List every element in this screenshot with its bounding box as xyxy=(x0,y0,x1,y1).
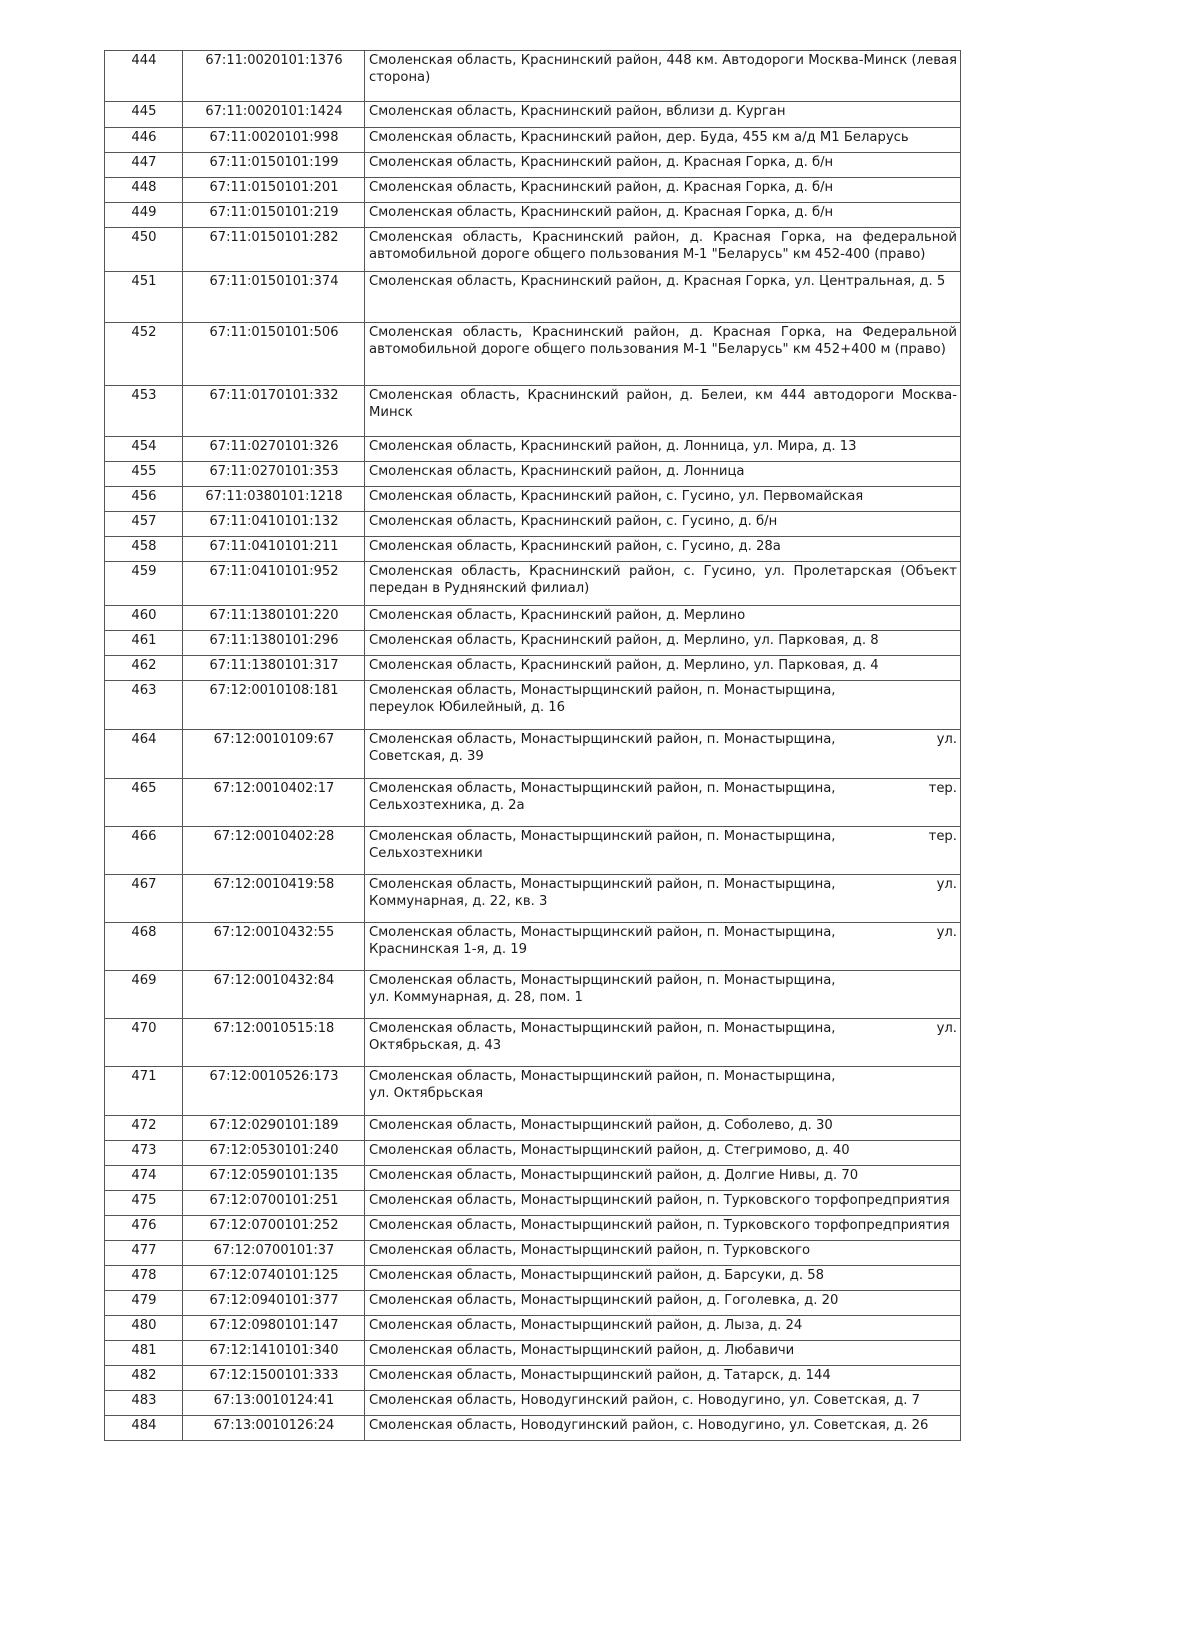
table-row xyxy=(105,1019,961,1067)
cadastral-number: 67:12:0290101:189 xyxy=(183,1116,365,1141)
table-row xyxy=(105,537,961,562)
row-number: 478 xyxy=(105,1266,183,1291)
table-row xyxy=(105,462,961,487)
cadastral-number: 67:12:0010109:67 xyxy=(183,730,365,779)
address-cell xyxy=(365,1416,961,1441)
table-row xyxy=(105,102,961,128)
table-row xyxy=(105,1141,961,1166)
cadastral-number: 67:11:0150101:199 xyxy=(183,153,365,178)
row-number: 473 xyxy=(105,1141,183,1166)
address-cell xyxy=(365,512,961,537)
cadastral-number: 67:11:0150101:201 xyxy=(183,178,365,203)
address-cell xyxy=(365,827,961,875)
table-row xyxy=(105,1391,961,1416)
address-text: Смоленская область, Краснинский район, д. Мерлино, ул. Парковая, д. 4 xyxy=(369,658,879,673)
table-row xyxy=(105,512,961,537)
address-cell xyxy=(365,1019,961,1067)
row-number: 457 xyxy=(105,512,183,537)
address-cell xyxy=(365,562,961,606)
row-number: 446 xyxy=(105,128,183,153)
row-number: 444 xyxy=(105,51,183,102)
row-number: 452 xyxy=(105,323,183,386)
row-number: 466 xyxy=(105,827,183,875)
cadastral-number: 67:12:0010402:17 xyxy=(183,779,365,827)
address-text: Смоленская область, Монастырщинский район, п. Монастырщина, xyxy=(369,877,836,892)
table-body xyxy=(105,51,961,1441)
address-text-continued: Краснинская 1-я, д. 19 xyxy=(369,941,528,957)
row-number: 462 xyxy=(105,656,183,681)
cadastral-number: 67:11:0410101:952 xyxy=(183,562,365,606)
row-number: 455 xyxy=(105,462,183,487)
table-row xyxy=(105,203,961,228)
address-text: Смоленская область, Краснинский район, д. Лонница, ул. Мира, д. 13 xyxy=(369,439,857,454)
address-cell xyxy=(365,1216,961,1241)
table-row xyxy=(105,1191,961,1216)
table-row xyxy=(105,1416,961,1441)
cadastral-number: 67:12:0700101:37 xyxy=(183,1241,365,1266)
cadastral-number: 67:11:0150101:506 xyxy=(183,323,365,386)
address-text: Смоленская область, Новодугинский район, с. Новодугино, ул. Советская, д. 7 xyxy=(369,1393,921,1408)
address-text: Смоленская область, Монастырщинский район, д. Соболево, д. 30 xyxy=(369,1118,833,1133)
cadastral-number: 67:11:1380101:317 xyxy=(183,656,365,681)
address-cell xyxy=(365,1341,961,1366)
address-text: Смоленская область, Монастырщинский район, д. Барсуки, д. 58 xyxy=(369,1268,824,1283)
address-text: Смоленская область, Монастырщинский район, п. Монастырщина, xyxy=(369,1021,836,1036)
row-number: 465 xyxy=(105,779,183,827)
address-text: Смоленская область, Краснинский район, с. Гусино, ул. Первомайская xyxy=(369,489,864,504)
cadastral-number: 67:12:0010402:28 xyxy=(183,827,365,875)
table-row xyxy=(105,1067,961,1116)
address-cell xyxy=(365,437,961,462)
address-text: Смоленская область, Монастырщинский район, п. Монастырщина, xyxy=(369,683,836,698)
address-text: Смоленская область, Краснинский район, с. Гусино, д. 28а xyxy=(369,539,781,554)
table-row xyxy=(105,1216,961,1241)
cadastral-number: 67:11:0020101:1424 xyxy=(183,102,365,128)
address-text: Смоленская область, Монастырщинский район, п. Монастырщина, xyxy=(369,1069,836,1084)
cadastral-number: 67:12:1410101:340 xyxy=(183,1341,365,1366)
table-row xyxy=(105,272,961,323)
address-cell xyxy=(365,1266,961,1291)
row-number: 460 xyxy=(105,606,183,631)
address-text: Смоленская область, Монастырщинский район, п. Монастырщина, xyxy=(369,829,836,844)
row-number: 463 xyxy=(105,681,183,730)
table-row xyxy=(105,971,961,1019)
row-number: 448 xyxy=(105,178,183,203)
address-street-type: ул. xyxy=(936,877,957,892)
address-text: Смоленская область, Монастырщинский район, п. Турковского торфопредприятия xyxy=(369,1193,950,1208)
address-text-continued: Коммунарная, д. 22, кв. 3 xyxy=(369,893,548,909)
address-text: Смоленская область, Краснинский район, д. Мерлино xyxy=(369,608,746,623)
address-text: Смоленская область, Краснинский район, д. Красная Горка, д. б/н xyxy=(369,155,834,170)
address-text: Смоленская область, Монастырщинский район, п. Монастырщина, xyxy=(369,925,836,940)
address-cell xyxy=(365,1391,961,1416)
address-text: Смоленская область, Краснинский район, д. Красная Горка, д. б/н xyxy=(369,180,834,195)
address-cell xyxy=(365,631,961,656)
cadastral-number: 67:11:0170101:332 xyxy=(183,386,365,437)
row-number: 467 xyxy=(105,875,183,923)
row-number: 447 xyxy=(105,153,183,178)
cadastral-number: 67:12:0010432:84 xyxy=(183,971,365,1019)
cadastral-number: 67:11:0020101:1376 xyxy=(183,51,365,102)
table-row xyxy=(105,1291,961,1316)
address-text: Смоленская область, Монастырщинский район, д. Татарск, д. 144 xyxy=(369,1368,831,1383)
table-row xyxy=(105,1341,961,1366)
table-row xyxy=(105,875,961,923)
address-cell xyxy=(365,203,961,228)
cadastral-number: 67:13:0010124:41 xyxy=(183,1391,365,1416)
address-cell xyxy=(365,272,961,323)
address-cell xyxy=(365,128,961,153)
address-cell xyxy=(365,681,961,730)
address-text-continued: Октябрьская, д. 43 xyxy=(369,1037,502,1053)
cadastral-number: 67:12:0010419:58 xyxy=(183,875,365,923)
address-cell xyxy=(365,1291,961,1316)
cadastral-number: 67:11:1380101:296 xyxy=(183,631,365,656)
address-cell xyxy=(365,487,961,512)
row-number: 474 xyxy=(105,1166,183,1191)
row-number: 479 xyxy=(105,1291,183,1316)
address-text: Смоленская область, Монастырщинский район, д. Лыза, д. 24 xyxy=(369,1318,803,1333)
row-number: 477 xyxy=(105,1241,183,1266)
row-number: 480 xyxy=(105,1316,183,1341)
table-row xyxy=(105,827,961,875)
cadastral-number: 67:12:1500101:333 xyxy=(183,1366,365,1391)
address-cell xyxy=(365,153,961,178)
cadastral-number: 67:12:0590101:135 xyxy=(183,1166,365,1191)
address-text: Смоленская область, Монастырщинский район, д. Долгие Нивы, д. 70 xyxy=(369,1168,859,1183)
cadastral-number: 67:12:0740101:125 xyxy=(183,1266,365,1291)
property-register-table xyxy=(104,50,961,1441)
row-number: 472 xyxy=(105,1116,183,1141)
table-row xyxy=(105,1366,961,1391)
cadastral-number: 67:13:0010126:24 xyxy=(183,1416,365,1441)
row-number: 459 xyxy=(105,562,183,606)
cadastral-number: 67:12:0700101:251 xyxy=(183,1191,365,1216)
row-number: 481 xyxy=(105,1341,183,1366)
address-text: Смоленская область, Краснинский район, с. Гусино, д. б/н xyxy=(369,514,778,529)
address-cell xyxy=(365,1141,961,1166)
cadastral-number: 67:11:0150101:219 xyxy=(183,203,365,228)
address-text: Смоленская область, Краснинский район, д. Мерлино, ул. Парковая, д. 8 xyxy=(369,633,879,648)
cadastral-number: 67:11:0270101:326 xyxy=(183,437,365,462)
row-number: 458 xyxy=(105,537,183,562)
address-text: Смоленская область, Краснинский район, д. Красная Горка, на Федеральной автомобильной дороге общего пользования М-1 "Беларусь" км 452+400 м (право) xyxy=(369,325,957,357)
address-cell xyxy=(365,656,961,681)
table-row xyxy=(105,1316,961,1341)
address-text: Смоленская область, Монастырщинский район, п. Монастырщина, xyxy=(369,732,836,747)
table-row xyxy=(105,437,961,462)
table-row xyxy=(105,923,961,971)
address-cell xyxy=(365,323,961,386)
table-row xyxy=(105,153,961,178)
row-number: 469 xyxy=(105,971,183,1019)
table-row xyxy=(105,681,961,730)
table-row xyxy=(105,606,961,631)
row-number: 456 xyxy=(105,487,183,512)
address-cell xyxy=(365,875,961,923)
address-cell xyxy=(365,537,961,562)
address-street-type: тер. xyxy=(928,829,957,844)
table-row xyxy=(105,51,961,102)
address-text-continued: Сельхозтехника, д. 2а xyxy=(369,797,525,813)
cadastral-number: 67:11:0020101:998 xyxy=(183,128,365,153)
address-text: Смоленская область, Краснинский район, с. Гусино, ул. Пролетарская (Объект передан в Руднянский филиал) xyxy=(369,564,957,596)
address-text-continued: Советская, д. 39 xyxy=(369,748,484,764)
table-row xyxy=(105,1116,961,1141)
row-number: 461 xyxy=(105,631,183,656)
address-cell xyxy=(365,1166,961,1191)
address-cell xyxy=(365,1191,961,1216)
table-row xyxy=(105,1166,961,1191)
address-street-type: ул. xyxy=(936,732,957,747)
address-cell xyxy=(365,462,961,487)
address-cell xyxy=(365,923,961,971)
cadastral-number: 67:11:1380101:220 xyxy=(183,606,365,631)
address-cell xyxy=(365,730,961,779)
cadastral-number: 67:11:0380101:1218 xyxy=(183,487,365,512)
address-text: Смоленская область, Монастырщинский район, д. Стегримово, д. 40 xyxy=(369,1143,850,1158)
address-cell xyxy=(365,1316,961,1341)
row-number: 445 xyxy=(105,102,183,128)
address-cell xyxy=(365,1241,961,1266)
address-text: Смоленская область, Краснинский район, д. Лонница xyxy=(369,464,745,479)
cadastral-number: 67:11:0410101:211 xyxy=(183,537,365,562)
table-row xyxy=(105,562,961,606)
address-text: Смоленская область, Краснинский район, 448 км. Автодороги Москва-Минск (левая сторона) xyxy=(369,53,957,85)
address-street-type: тер. xyxy=(928,781,957,796)
address-cell xyxy=(365,51,961,102)
cadastral-number: 67:12:0010432:55 xyxy=(183,923,365,971)
table-row xyxy=(105,656,961,681)
address-cell xyxy=(365,228,961,272)
address-text: Смоленская область, Новодугинский район, с. Новодугино, ул. Советская, д. 26 xyxy=(369,1418,929,1433)
address-text-continued: переулок Юбилейный, д. 16 xyxy=(369,699,566,715)
address-text: Смоленская область, Краснинский район, д. Красная Горка, ул. Центральная, д. 5 xyxy=(369,274,946,289)
row-number: 454 xyxy=(105,437,183,462)
table-row xyxy=(105,228,961,272)
row-number: 449 xyxy=(105,203,183,228)
cadastral-number: 67:11:0410101:132 xyxy=(183,512,365,537)
row-number: 468 xyxy=(105,923,183,971)
cadastral-number: 67:12:0010515:18 xyxy=(183,1019,365,1067)
address-text: Смоленская область, Краснинский район, д. Красная Горка, на федеральной автомобильной дороге общего пользования М-1 "Беларусь" км 452-400 (право) xyxy=(369,230,957,262)
address-text: Смоленская область, Монастырщинский район, п. Турковского торфопредприятия xyxy=(369,1218,950,1233)
address-text: Смоленская область, Монастырщинский район, п. Монастырщина, xyxy=(369,781,836,796)
row-number: 482 xyxy=(105,1366,183,1391)
table-row xyxy=(105,730,961,779)
cadastral-number: 67:12:0940101:377 xyxy=(183,1291,365,1316)
cadastral-number: 67:12:0010108:181 xyxy=(183,681,365,730)
address-text: Смоленская область, Краснинский район, д. Белеи, км 444 автодороги Москва-Минск xyxy=(369,388,957,420)
address-text-continued: ул. Октябрьская xyxy=(369,1085,484,1101)
cadastral-number: 67:11:0150101:374 xyxy=(183,272,365,323)
cadastral-number: 67:12:0010526:173 xyxy=(183,1067,365,1116)
address-cell xyxy=(365,386,961,437)
row-number: 471 xyxy=(105,1067,183,1116)
row-number: 453 xyxy=(105,386,183,437)
table-row xyxy=(105,386,961,437)
cadastral-number: 67:12:0980101:147 xyxy=(183,1316,365,1341)
address-street-type: ул. xyxy=(936,925,957,940)
table-row xyxy=(105,487,961,512)
row-number: 484 xyxy=(105,1416,183,1441)
address-street-type: ул. xyxy=(936,1021,957,1036)
row-number: 483 xyxy=(105,1391,183,1416)
row-number: 475 xyxy=(105,1191,183,1216)
row-number: 464 xyxy=(105,730,183,779)
address-cell xyxy=(365,1366,961,1391)
cadastral-number: 67:12:0700101:252 xyxy=(183,1216,365,1241)
table-row xyxy=(105,178,961,203)
address-cell xyxy=(365,1116,961,1141)
cadastral-number: 67:12:0530101:240 xyxy=(183,1141,365,1166)
address-cell xyxy=(365,606,961,631)
address-text: Смоленская область, Краснинский район, д. Красная Горка, д. б/н xyxy=(369,205,834,220)
address-text: Смоленская область, Краснинский район, вблизи д. Курган xyxy=(369,104,786,119)
address-text-continued: ул. Коммунарная, д. 28, пом. 1 xyxy=(369,989,583,1005)
address-cell xyxy=(365,102,961,128)
table-row xyxy=(105,323,961,386)
row-number: 450 xyxy=(105,228,183,272)
row-number: 470 xyxy=(105,1019,183,1067)
address-text: Смоленская область, Краснинский район, дер. Буда, 455 км а/д М1 Беларусь xyxy=(369,130,909,145)
row-number: 476 xyxy=(105,1216,183,1241)
table-row xyxy=(105,128,961,153)
table-row xyxy=(105,1241,961,1266)
table-row xyxy=(105,1266,961,1291)
address-cell xyxy=(365,178,961,203)
table-row xyxy=(105,631,961,656)
address-text: Смоленская область, Монастырщинский район, д. Любавичи xyxy=(369,1343,795,1358)
address-text-continued: Сельхозтехники xyxy=(369,845,483,861)
address-cell xyxy=(365,1067,961,1116)
address-text: Смоленская область, Монастырщинский район, п. Монастырщина, xyxy=(369,973,836,988)
address-cell xyxy=(365,971,961,1019)
address-text: Смоленская область, Монастырщинский район, п. Турковского xyxy=(369,1243,811,1258)
row-number: 451 xyxy=(105,272,183,323)
cadastral-number: 67:11:0150101:282 xyxy=(183,228,365,272)
address-cell xyxy=(365,779,961,827)
address-text: Смоленская область, Монастырщинский район, д. Гоголевка, д. 20 xyxy=(369,1293,839,1308)
table-row xyxy=(105,779,961,827)
cadastral-number: 67:11:0270101:353 xyxy=(183,462,365,487)
